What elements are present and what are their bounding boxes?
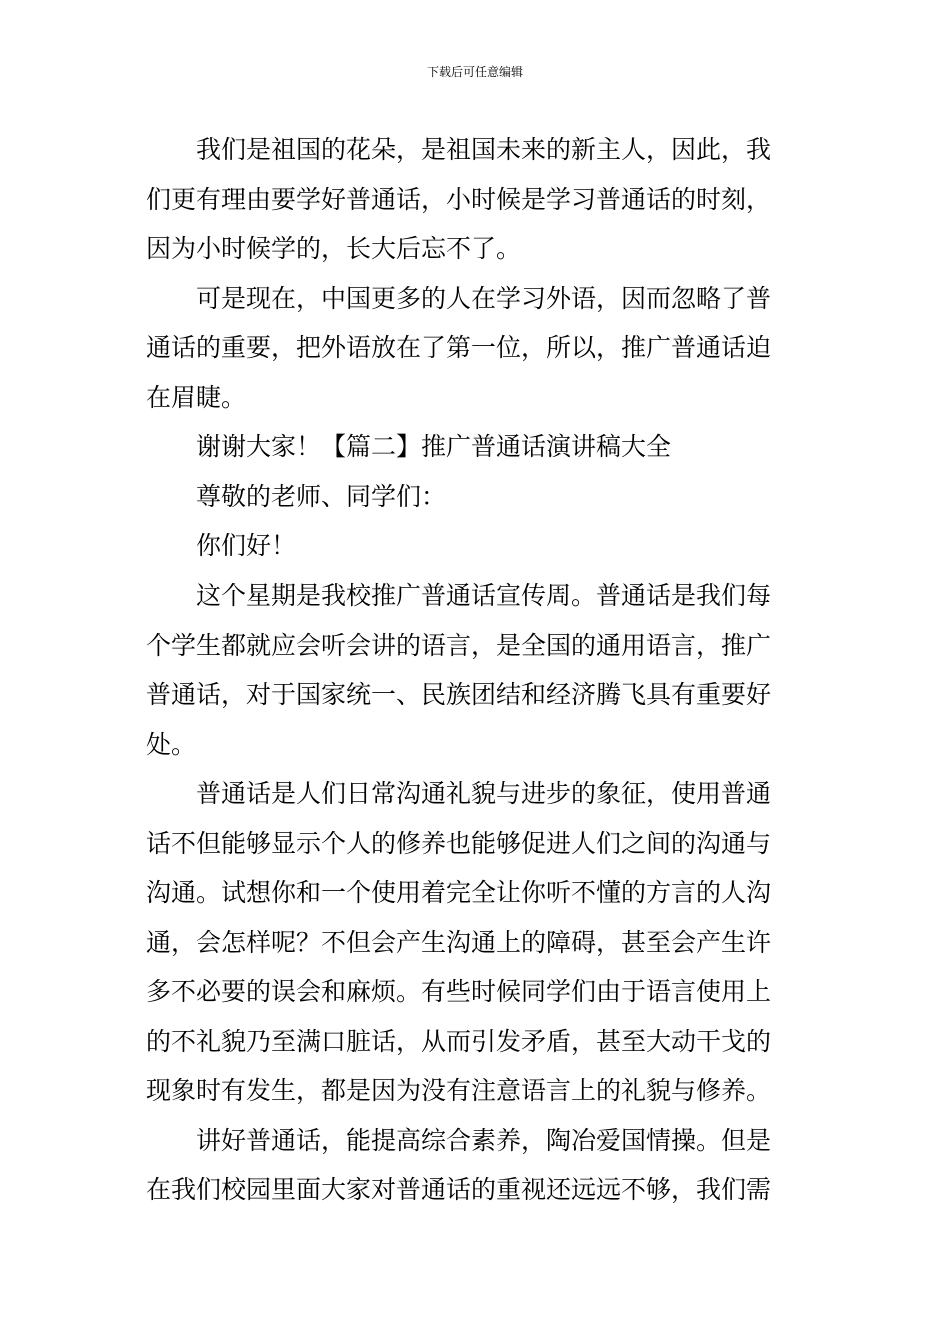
text-line: 尊敬的老师、同学们： — [196, 482, 447, 511]
text-line: 讲好普通话，能提高综合素养，陶冶爱国情操。但是 — [196, 1126, 772, 1155]
text-line: 这个星期是我校推广普通话宣传周。普通话是我们每 — [196, 581, 772, 610]
text-line: 话不但能够显示个人的修养也能够促进人们之间的沟通与 — [146, 829, 772, 858]
text-line: 现象时有发生，都是因为没有注意语言上的礼貌与修养。 — [146, 1076, 772, 1105]
text-line: 处。 — [146, 730, 197, 759]
text-line: 通话的重要，把外语放在了第一位，所以，推广普通话迫 — [146, 333, 772, 362]
text-line: 在我们校园里面大家对普通话的重视还远远不够，我们需 — [146, 1175, 772, 1204]
text-line: 我们是祖国的花朵，是祖国未来的新主人，因此，我 — [196, 135, 772, 164]
page-header: 下载后可任意编辑 — [426, 65, 523, 79]
text-line: 通，会怎样呢？不但会产生沟通上的障碍，甚至会产生许 — [146, 928, 772, 957]
text-line: 因为小时候学的，长大后忘不了。 — [146, 234, 522, 263]
text-line: 普通话是人们日常沟通礼貌与进步的象征，使用普通 — [196, 779, 772, 808]
text-line: 沟通。试想你和一个使用着完全让你听不懂的方言的人沟 — [146, 878, 772, 907]
text-line: 们更有理由要学好普通话，小时候是学习普通话的时刻， — [146, 185, 772, 214]
text-line: 谢谢大家！【篇二】推广普通话演讲稿大全 — [196, 432, 672, 461]
text-line: 在眉睫。 — [146, 383, 247, 412]
text-line: 的不礼貌乃至满口脏话，从而引发矛盾，甚至大动干戈的 — [146, 1027, 772, 1056]
text-line: 你们好！ — [196, 531, 297, 560]
text-line: 个学生都就应会听会讲的语言，是全国的通用语言，推广 — [146, 631, 772, 660]
text-line: 可是现在，中国更多的人在学习外语，因而忽略了普 — [196, 284, 772, 313]
text-line: 普通话，对于国家统一、民族团结和经济腾飞具有重要好 — [146, 680, 772, 709]
text-line: 多不必要的误会和麻烦。有些时候同学们由于语言使用上 — [146, 977, 772, 1006]
